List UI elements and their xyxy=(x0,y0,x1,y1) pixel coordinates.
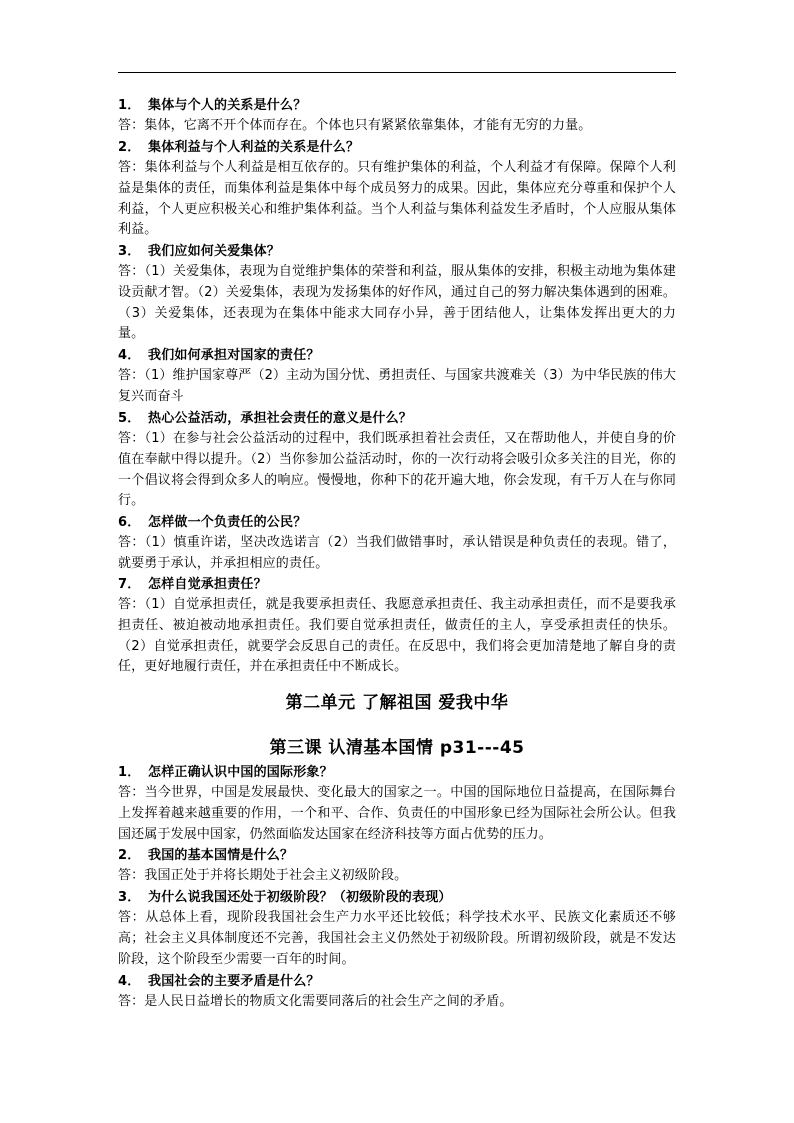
answer-text: 答：从总体上看，现阶段我国社会生产力水平还比较低；科学技术水平、民族文化素质还不够高；社会主义具体制度还不完善，我国社会主义仍然处于初级阶段。所谓初级阶段，就是不发达阶段，这个阶段至少需要一百年的时间。 xyxy=(118,910,676,967)
answer-text: 答：（1）维护国家尊严（2）主动为国分忧、勇担责任、与国家共渡难关（3）为中华民族的伟大复兴而奋斗 xyxy=(118,368,676,404)
question-text: 热心公益活动，承担社会责任的意义是什么？ xyxy=(148,411,413,426)
question-heading xyxy=(118,409,676,429)
question-text: 怎样做一个负责任的公民？ xyxy=(148,515,307,530)
question-number: 4． xyxy=(118,348,141,363)
question-text: 为什么说我国还处于初级阶段？（初级阶段的表现） xyxy=(148,890,452,905)
question-heading xyxy=(118,346,676,366)
question-text: 我国的基本国情是什么？ xyxy=(148,848,294,863)
question-number: 7． xyxy=(118,577,141,592)
question-number: 6． xyxy=(118,515,141,530)
question-heading xyxy=(118,972,676,992)
question-text: 我国社会的主要矛盾是什么？ xyxy=(148,974,320,989)
qa-item-2 xyxy=(118,138,676,241)
question-number: 2． xyxy=(118,140,141,155)
question-heading xyxy=(118,575,676,595)
question-text: 我们应如何关爱集体？ xyxy=(148,244,281,259)
qa-item-7 xyxy=(118,575,676,678)
question-number: 3． xyxy=(118,890,141,905)
question-number: 1． xyxy=(118,765,141,780)
header-rule xyxy=(118,72,676,73)
answer-text: 答：是人民日益增长的物质文化需要同落后的社会生产之间的矛盾。 xyxy=(118,994,513,1009)
qa-item-6 xyxy=(118,513,676,575)
question-heading xyxy=(118,138,676,158)
question-heading xyxy=(118,242,676,262)
question-number: 4． xyxy=(118,974,141,989)
question-heading xyxy=(118,888,676,908)
question-number: 5． xyxy=(118,411,141,426)
question-heading xyxy=(118,513,676,533)
answer-text: 答：集体，它离不开个体而存在。个体也只有紧紧依靠集体，才能有无穷的力量。 xyxy=(118,118,592,133)
question-text: 集体与个人的关系是什么？ xyxy=(148,98,307,113)
question-text: 怎样正确认识中国的国际形象？ xyxy=(148,765,333,780)
qa-item-5 xyxy=(118,409,676,512)
answer-text: 答：（1）自觉承担责任，就是我要承担责任、我愿意承担责任、我主动承担责任，而不是要我承担责任、被迫被动地承担责任。我们要自觉承担责任，做责任的主人，享受承担责任的快乐。（2）自觉承担责任，就要学会反思自己的责任。在反思中，我们将会更加清楚地了解自身的责任，更好地履行责任，并在承担责任中不断成长。 xyxy=(118,597,676,675)
answer-text: 答：集体利益与个人利益是相互依存的。只有维护集体的利益，个人利益才有保障。保障个人利益是集体的责任，而集体利益是集体中每个成员努力的成果。因此，集体应充分尊重和保护个人利益，个人更应积极关心和维护集体利益。当个人利益与集体利益发生矛盾时，个人应服从集体利益。 xyxy=(118,160,676,238)
question-heading xyxy=(118,763,676,783)
answer-text: 答：（1）在参与社会公益活动的过程中，我们既承担着社会责任，又在帮助他人，并使自身的价值在奉献中得以提升。（2）当你参加公益活动时，你的一次行动将会吸引众多关注的目光，你的一个倡议将会得到众多人的响应。慢慢地，你种下的花开遍大地，你会发现，有千万人在与你同行。 xyxy=(118,431,676,509)
answer-text: 答：（1）关爱集体，表现为自觉维护集体的荣誉和利益，服从集体的安排，积极主动地为集体建设贡献才智。（2）关爱集体，表现为发扬集体的好作风，通过自己的努力解决集体遇到的困难。（3）关爱集体，还表现为在集体中能求大同存小异，善于团结他人，让集体发挥出更大的力量。 xyxy=(118,264,676,342)
question-number: 2． xyxy=(118,848,141,863)
question-text: 怎样自觉承担责任？ xyxy=(148,577,267,592)
qa-item-11 xyxy=(118,972,676,1013)
qa-item-4 xyxy=(118,346,676,408)
question-text: 我们如何承担对国家的责任？ xyxy=(148,348,320,363)
lesson-title: 第三课 认清基本国情 p31---45 xyxy=(269,738,525,758)
qa-item-8 xyxy=(118,763,676,845)
question-heading xyxy=(118,846,676,866)
qa-item-3 xyxy=(118,242,676,345)
answer-text: 答：我国正处于并将长期处于社会主义初级阶段。 xyxy=(118,868,408,883)
question-number: 3． xyxy=(118,244,141,259)
answer-text: 答：当今世界，中国是发展最快、变化最大的国家之一。中国的国际地位日益提高，在国际舞台上发挥着越来越重要的作用，一个和平、合作、负责任的中国形象已经为国际社会所公认。但我国还属于发展中国家，仍然面临发达国家在经济科技等方面占优势的压力。 xyxy=(118,785,676,842)
qa-item-9 xyxy=(118,846,676,887)
qa-item-1 xyxy=(118,96,676,137)
question-text: 集体利益与个人利益的关系是什么？ xyxy=(148,140,360,155)
qa-item-10 xyxy=(118,888,676,970)
question-number: 1． xyxy=(118,98,141,113)
unit-title: 第二单元 了解祖国 爱我中华 xyxy=(285,693,509,713)
answer-text: 答：（1）慎重许诺，坚决改选诺言（2）当我们做错事时，承认错误是种负责任的表现。错了，就要勇于承认，并承担相应的责任。 xyxy=(118,535,676,571)
question-heading xyxy=(118,96,676,116)
